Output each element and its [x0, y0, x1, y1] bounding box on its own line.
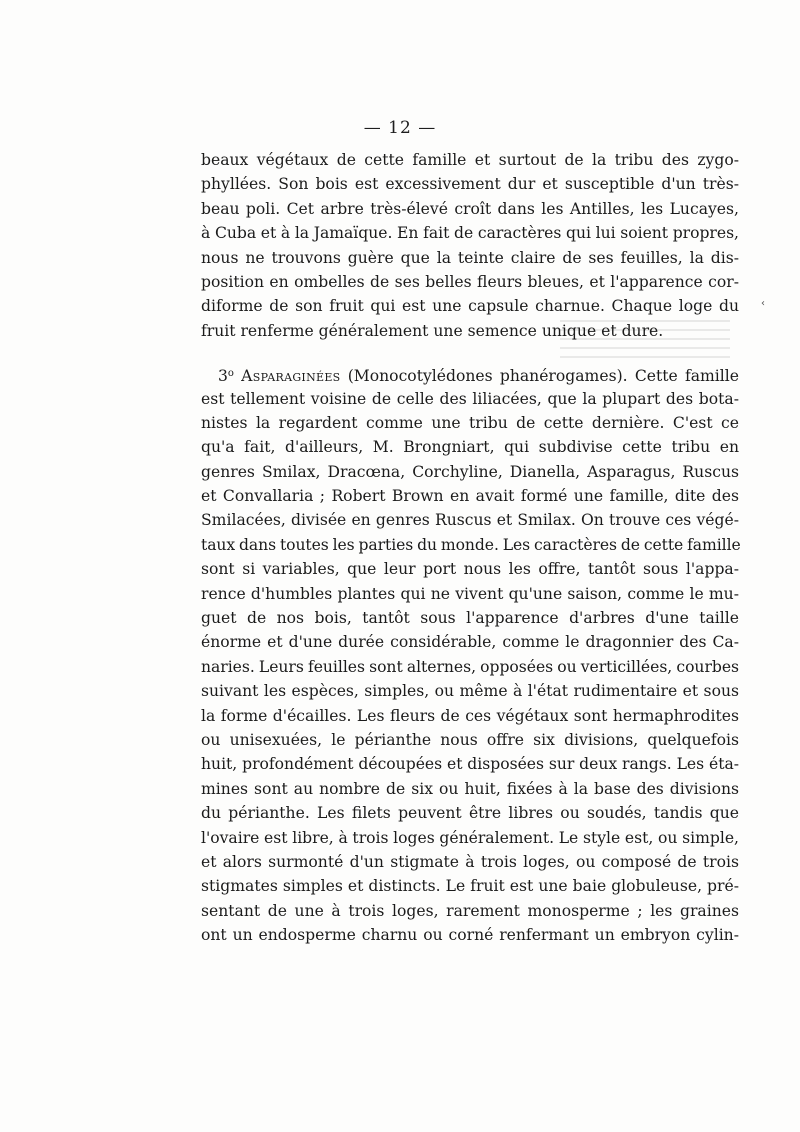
ordinal-superscript: o [227, 368, 234, 380]
section-opening-line [201, 362, 739, 386]
paragraph-asparaginees [201, 362, 739, 947]
text-line: phyllées. Son bois est excessivement dur et susceptible d'un très- [201, 175, 739, 194]
margin-mark: ‹ [761, 298, 765, 309]
text-line: beau poli. Cet arbre très-élevé croît dans les Antilles, les Lucayes, [201, 199, 739, 218]
text-line: fruit renferme généralement une semence unique et dure. [201, 321, 664, 340]
text-line: naries. Leurs feuilles sont alternes, opposées ou verticillées, courbes [201, 657, 739, 676]
text-line: beaux végétaux de cette famille et surtout de la tribu des zygo- [201, 151, 739, 169]
text-line: position en ombelles de ses belles fleurs bleues, et l'apparence cor- [201, 272, 739, 291]
text-line: stigmates simples et distincts. Le fruit est une baie globuleuse, pré- [201, 877, 739, 896]
text-line: rence d'humbles plantes qui ne vivent qu'une saison, comme le mu- [201, 584, 739, 603]
text-line: diforme de son fruit qui est une capsule charnue. Chaque loge du [201, 297, 739, 316]
text-line: ou unisexuées, le périanthe nous offre six divisions, quelquefois [201, 730, 739, 749]
text-line: suivant les espèces, simples, ou même à l'état rudimentaire et sous [201, 682, 739, 701]
text-line: est tellement voisine de celle des liliacées, que la plupart des bota- [201, 389, 739, 408]
text-line: huit, profondément découpées et disposées sur deux rangs. Les éta- [201, 755, 739, 774]
text-line: sont si variables, que leur port nous les offre, tantôt sous l'appa- [201, 560, 739, 579]
text-line: taux dans toutes les parties du monde. Les caractères de cette famille [201, 535, 741, 554]
text-line: qu'a fait, d'ailleurs, M. Brongniart, qui subdivise cette tribu en [201, 438, 739, 457]
text-line: sentant de une à trois loges, rarement monosperme ; les graines [201, 901, 739, 920]
family-heading: Asparaginées [241, 367, 341, 386]
text-line: ont un endosperme charnu ou corné renfermant un embryon cylin- [201, 926, 739, 945]
text-line: l'ovaire est libre, à trois loges généralement. Le style est, ou simple, [201, 828, 739, 847]
body-text [201, 148, 739, 948]
page-number: — 12 — [363, 118, 437, 138]
section-number: 3 [218, 367, 228, 386]
paragraph-spacer [201, 343, 739, 362]
heading-continuation: (Monocotylédones phanérogames). Cette famille [347, 367, 739, 386]
text-line: et Convallaria ; Robert Brown en avait formé une famille, dite des [201, 487, 739, 506]
text-line: à Cuba et à la Jamaïque. En fait de caractères qui lui soient propres, [201, 224, 739, 243]
text-line: du périanthe. Les filets peuvent être libres ou soudés, tandis que [201, 804, 739, 823]
text-line: genres Smilax, Dracœna, Corchyline, Dianella, Asparagus, Ruscus [201, 462, 739, 481]
text-line: nistes la regardent comme une tribu de cette dernière. C'est ce [201, 413, 739, 432]
text-line: énorme et d'une durée considérable, comme le dragonnier des Ca- [201, 633, 739, 652]
paragraph-zygophyllees [201, 148, 739, 343]
text-line: et alors surmonté d'un stigmate à trois loges, ou composé de trois [201, 852, 739, 871]
text-line: guet de nos bois, tantôt sous l'apparence d'arbres d'une taille [201, 609, 739, 628]
text-line: mines sont au nombre de six ou huit, fixées à la base des divisions [201, 779, 739, 798]
text-line: nous ne trouvons guère que la teinte claire de ses feuilles, la dis- [201, 248, 739, 267]
text-line: Smilacées, divisée en genres Ruscus et Smilax. On trouve ces végé- [201, 511, 739, 530]
text-line: la forme d'écailles. Les fleurs de ces végétaux sont hermaphrodites [201, 706, 739, 725]
